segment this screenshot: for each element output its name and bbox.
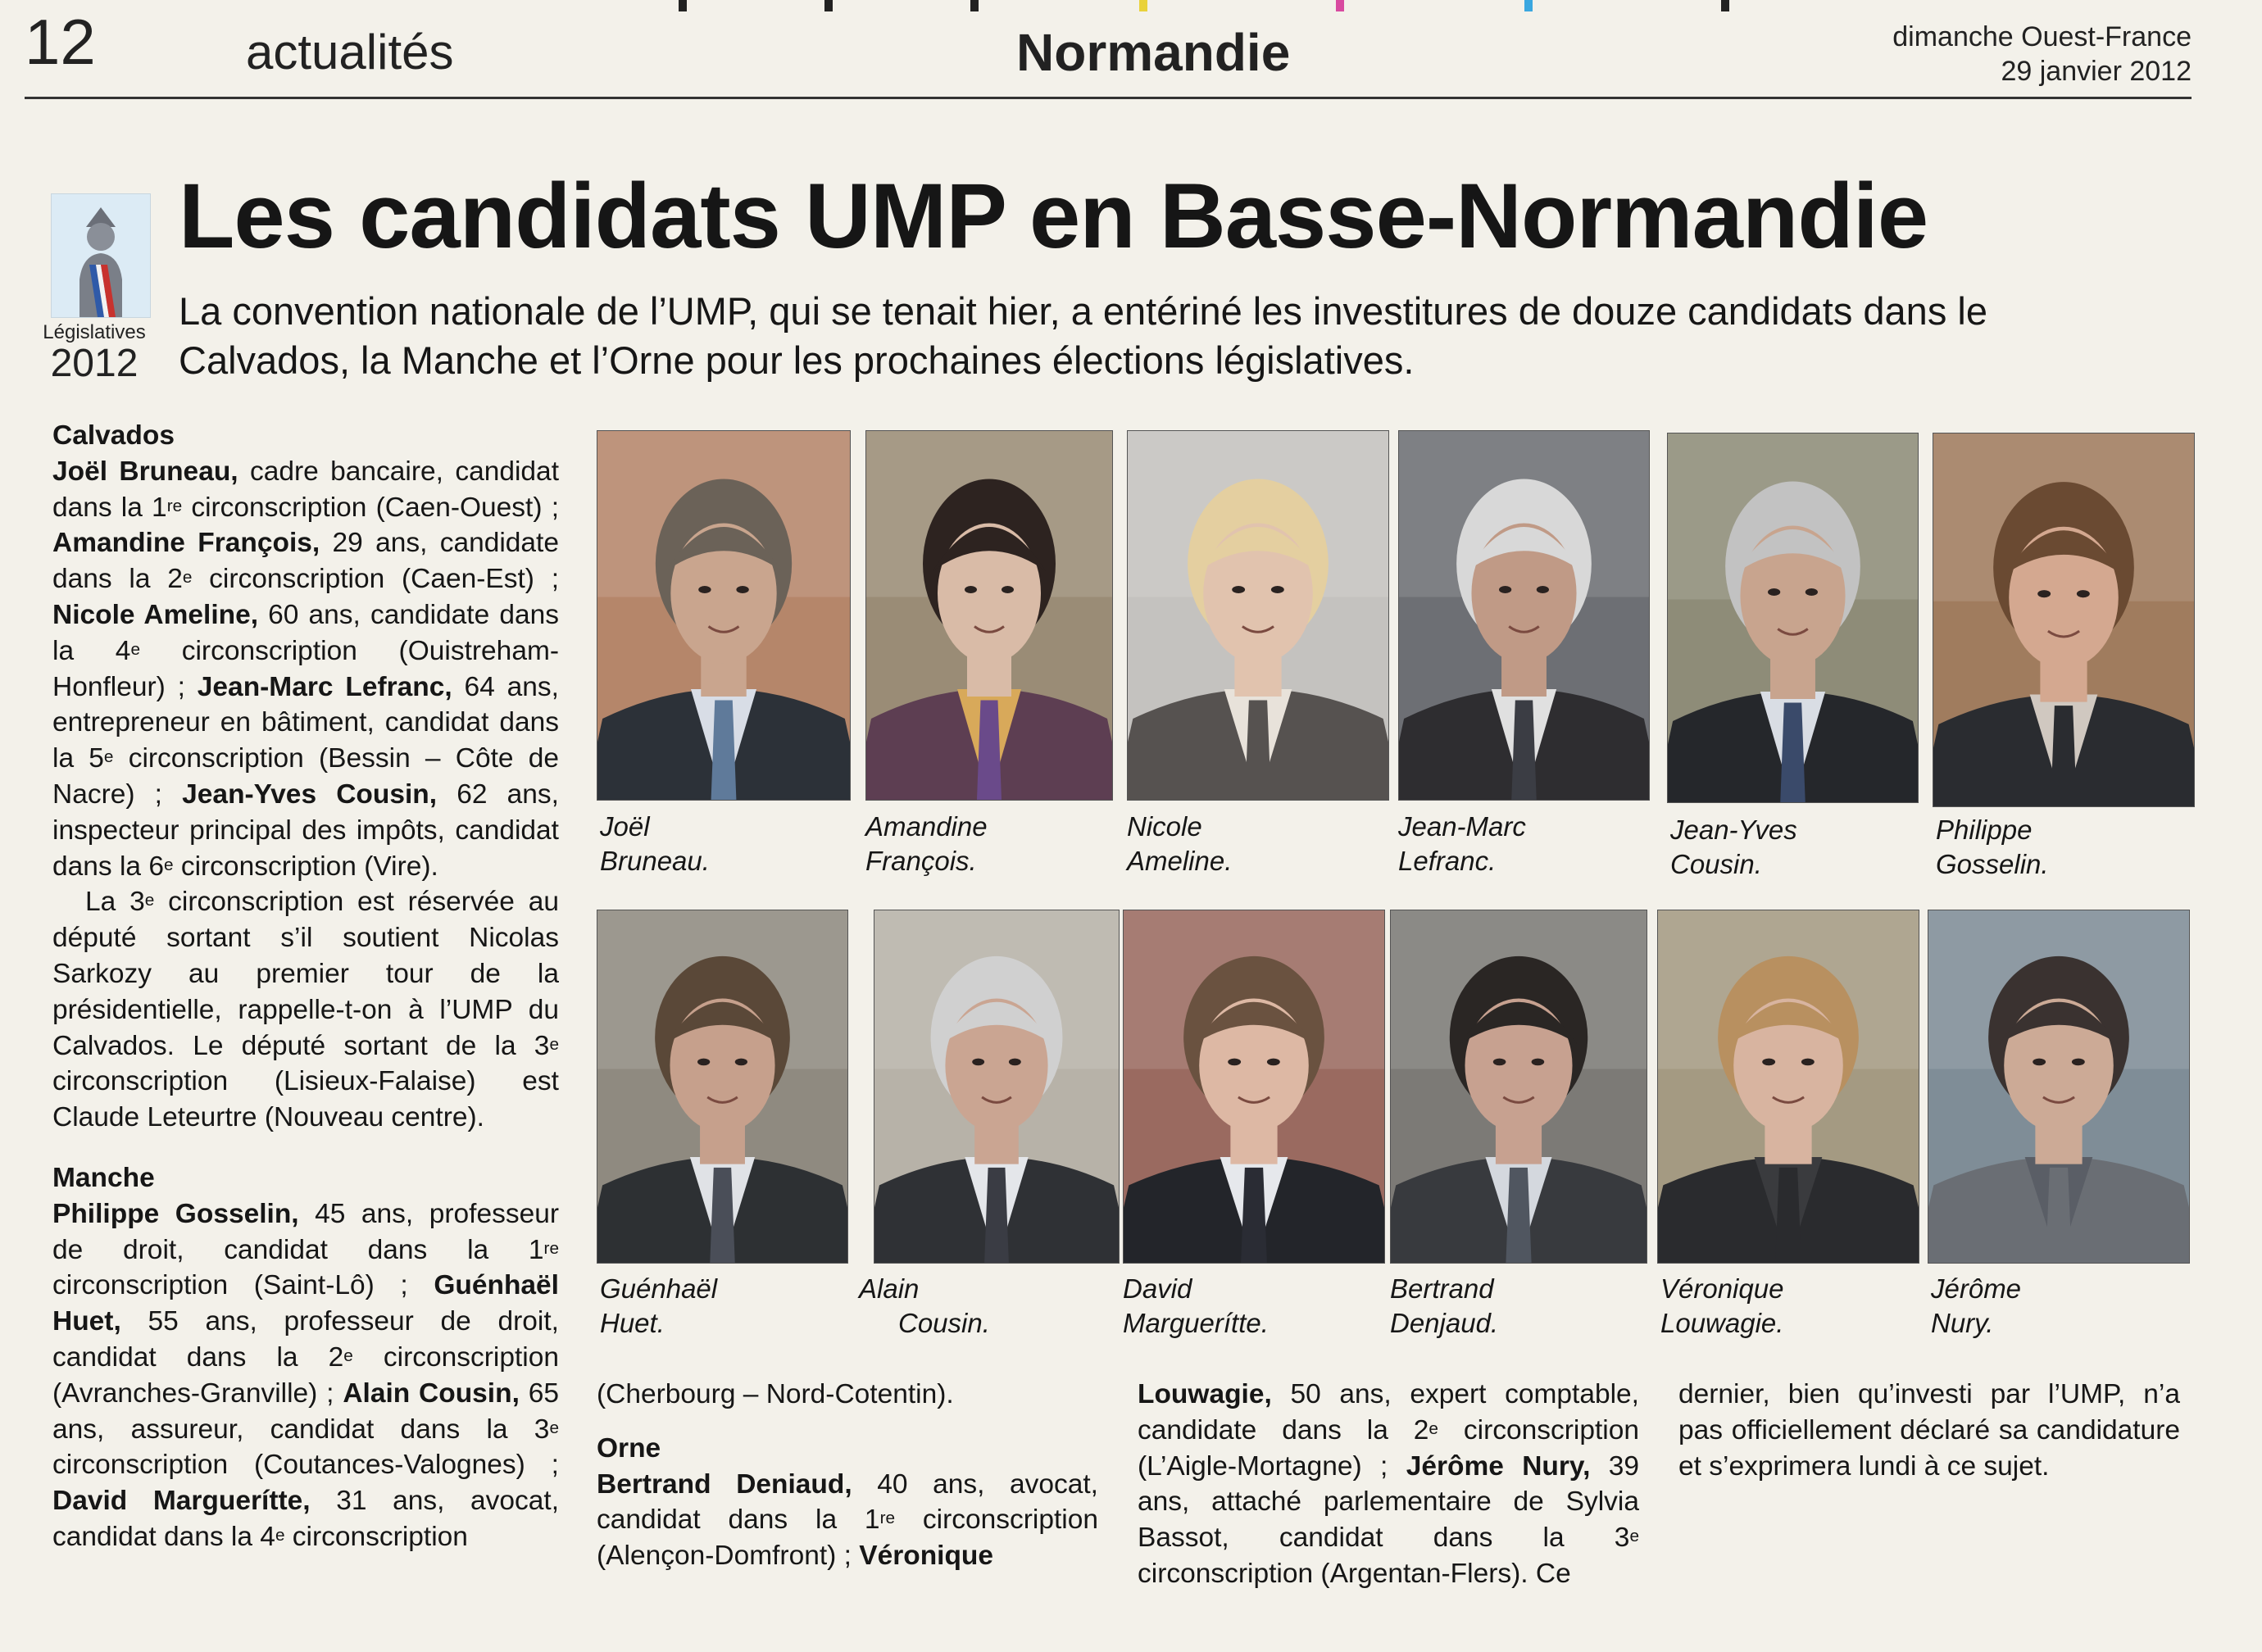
- photo-caption: Joël Bruneau.: [600, 811, 710, 876]
- third-constituency-paragraph: La 3e circonscription est réservée au député sortant s’il soutient Nicolas Sarkozy au premier tour de la présidentielle, rappelle-t-on à l’UMP du Calvados. Le député sortant de la 3e circonscription (Lisieux-Falaise) est Claude Leteurtre (Nouveau centre).: [52, 887, 560, 1133]
- photo-caption: Philippe Gosselin.: [1936, 815, 2049, 879]
- elections-logo: [51, 193, 151, 318]
- portrait-photo: [1123, 910, 1385, 1264]
- heading-manche: Manche: [52, 1162, 155, 1193]
- photo-caption: Jérôme Nury.: [1931, 1273, 2022, 1338]
- portrait-illustration: [1391, 910, 1647, 1263]
- registration-mark: [1336, 0, 1344, 11]
- calvados-paragraph: Joël Bruneau, cadre bancaire, candidat dans la 1re circonscription (Caen-Ouest) ; Amandine François, 29 ans, candidate dans la 2e circonscription (Caen-Est) ; Nicole Ameline, 60 ans, candidate dans la 4e circonscription (Ouistreham-Honfleur) ; Jean-Marc Lefranc, 64 ans, entrepreneur en bâtiment, candidat dans la 5e circonscription (Bessin – Côte de Nacre) ; Jean-Yves Cousin, 62 ans, inspecteur principal des impôts, candidat dans la 6e circonscription (Vire).: [52, 456, 560, 882]
- photo-caption: Alain Cousin.: [859, 1273, 990, 1338]
- article-column-2: [597, 1377, 1098, 1574]
- portrait-illustration: [1124, 910, 1384, 1263]
- rubric-title: actualités: [246, 25, 454, 79]
- registration-mark: [1721, 0, 1729, 11]
- portrait-illustration: [1928, 910, 2189, 1263]
- orne-paragraph-end: dernier, bien qu’investi par l’UMP, n’a pas officiellement déclaré sa candidature et s’exprimera lundi à ce sujet.: [1678, 1379, 2180, 1482]
- portrait-illustration: [1658, 910, 1919, 1263]
- photo-caption: Véronique Louwagie.: [1660, 1273, 1784, 1338]
- portrait-illustration: [1128, 431, 1388, 800]
- heading-calvados: Calvados: [52, 420, 175, 451]
- portrait-photo: [1398, 430, 1650, 801]
- issue-date: 29 janvier 2012: [2001, 56, 2192, 87]
- photo-caption: Jean-Yves Cousin.: [1670, 815, 1797, 879]
- portrait-illustration: [597, 431, 850, 800]
- portrait-photo: [874, 910, 1120, 1264]
- orne-paragraph: Bertrand Deniaud, 40 ans, avocat, candidat dans la 1re circonscription (Alençon-Domfront) ; Véronique: [597, 1468, 1098, 1572]
- photo-caption: David Marguerítte.: [1123, 1273, 1269, 1338]
- registration-mark: [1524, 0, 1533, 11]
- photo-caption: Amandine François.: [865, 811, 988, 876]
- headline: Les candidats UMP en Basse-Normandie: [179, 165, 1928, 267]
- manche-paragraph: Philippe Gosselin, 45 ans, professeur de droit, candidat dans la 1re circonscription (Saint-Lô) ; Guénhaël Huet, 55 ans, professeur de droit, candidat dans la 2e circonscription (Avranches-Granville) ; Alain Cousin, 65 ans, assureur, candidat dans la 3e circonscription (Coutances-Valognes) ; David Marguerítte, 31 ans, avocat, candidat dans la 4e circonscription: [52, 1198, 560, 1552]
- portrait-illustration: [866, 431, 1112, 800]
- registration-mark: [1139, 0, 1147, 11]
- portrait-photo: [1928, 910, 2190, 1264]
- registration-mark: [970, 0, 979, 11]
- article-column-1: [52, 418, 559, 1555]
- logo-year: 2012: [50, 342, 139, 385]
- portrait-illustration: [1668, 433, 1918, 802]
- portrait-photo: [1127, 430, 1389, 801]
- portrait-illustration: [597, 910, 847, 1263]
- standfirst: La convention nationale de l’UMP, qui se tenait hier, a entériné les investitures de douze candidats dans le Calvados, la Manche et l’Orne pour les prochaines élections législatives.: [179, 289, 1987, 382]
- portrait-illustration: [1933, 433, 2194, 806]
- manche-paragraph-end: (Cherbourg – Nord-Cotentin).: [597, 1379, 954, 1409]
- portrait-photo: [1657, 910, 1919, 1264]
- photo-caption: Guénhaël Huet.: [600, 1273, 718, 1338]
- portrait-photo: [1933, 433, 2195, 807]
- registration-mark: [824, 0, 833, 11]
- orne-paragraph-continued: Louwagie, 50 ans, expert comptable, candidate dans la 2e circonscription (L’Aigle-Mortagne) ; Jérôme Nury, 39 ans, attaché parlementaire de Sylvia Bassot, candidat dans la 3e circonscription (Argentan-Flers). Ce: [1138, 1379, 1639, 1589]
- newspaper-name: dimanche Ouest-France: [1892, 21, 2192, 52]
- portrait-photo: [597, 430, 851, 801]
- dateline: [1892, 20, 2192, 88]
- heading-orne: Orne: [597, 1432, 661, 1464]
- page-number: 12: [25, 6, 96, 78]
- portrait-photo: [865, 430, 1113, 801]
- article-column-3: [1138, 1377, 1639, 1592]
- registration-mark: [679, 0, 687, 11]
- portrait-photo: [597, 910, 848, 1264]
- photo-caption: Jean-Marc Lefranc.: [1398, 811, 1526, 876]
- portrait-illustration: [1399, 431, 1649, 800]
- portrait-illustration: [874, 910, 1119, 1263]
- photo-caption: Bertrand Denjaud.: [1390, 1273, 1499, 1338]
- article-column-4: [1678, 1377, 2180, 1484]
- portrait-photo: [1390, 910, 1647, 1264]
- header-rule: [25, 97, 2192, 99]
- logo-caption: Législatives: [43, 321, 146, 343]
- portrait-photo: [1667, 433, 1919, 803]
- section-title: Normandie: [1016, 23, 1291, 82]
- photo-caption: Nicole Ameline.: [1127, 811, 1233, 876]
- marianne-bust-icon: [52, 194, 150, 317]
